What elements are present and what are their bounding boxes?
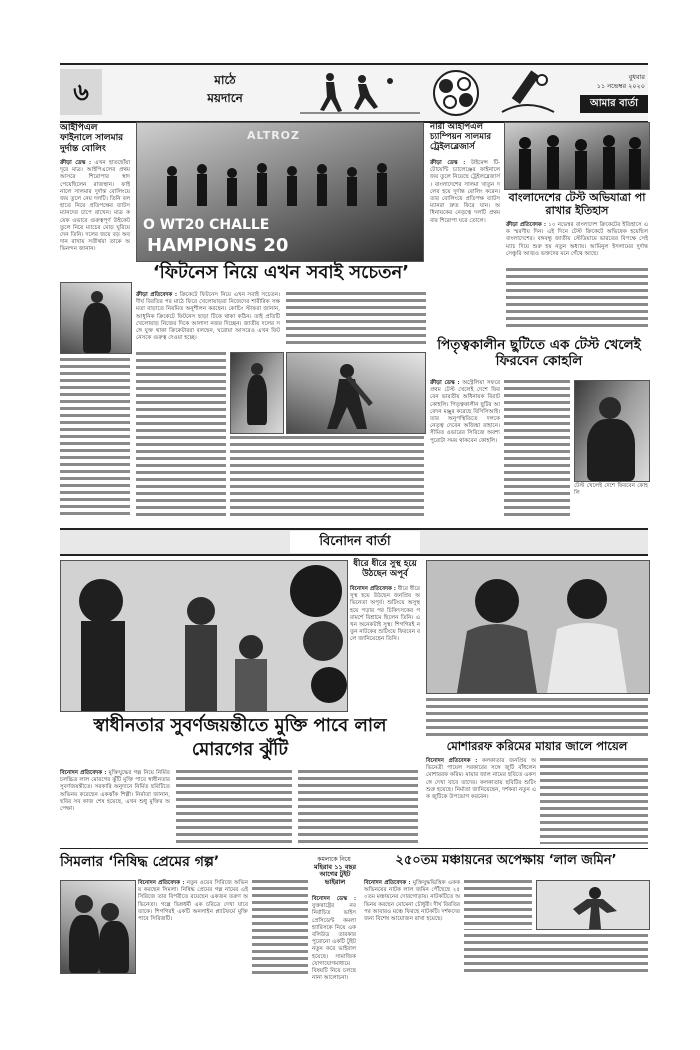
lal-morog-body xyxy=(60,770,170,844)
photo-banner-line2: HAMPIONS 20 xyxy=(147,235,289,256)
issue-date xyxy=(570,73,645,91)
kohli-caption: টেস্ট খেলেই দেশে ফিরবেন কোহলি xyxy=(574,483,648,497)
cricket-bat-icon xyxy=(492,68,562,118)
mid-headline: মহিরাব ১১ বছর আগের টুইট ভাইরাল xyxy=(313,863,357,886)
kohli-body xyxy=(430,380,500,516)
bd-test-body-text: ১০ নভেম্বর বাংলাদেশ ক্রিকেটের ইতিহাসে এক স্মরণীয় দিন। এই দিনে টেস্ট ক্রিকেটে অভিষেক হয়েছিল বাংলাদেশের। বঙ্গবন্ধু জাতীয় স্টেডিয়ামে ভারতের বিপক্ষে সেই ম্যাচ দিয়ে শুরু হয় নতুন অধ্যায়। আমিনুল ইসলামের দুর্দান্ত সেঞ্চুরি আজও ভক্তদের মনে গেঁথে আছে। xyxy=(506,222,649,257)
kohli-body-text: অস্ট্রেলিয়া সফরে প্রথম টেস্ট খেলেই দেশে ফিরবেন ভারতীয় অধিনায়ক বিরাট কোহলি। পিতৃত্বকালীন ছুটির আবেদন মঞ্জুর করেছে বিসিসিআই। তার অনুপস্থিতিতে দলকে নেতৃত্ব দেবেন অজিঙ্কা রাহানে। সীমিত ওভারের সিরিজে অবশ্য পুরোটা সময় থাকবেন কোহলি। xyxy=(430,380,501,444)
kohli-credit: ক্রীড়া ডেস্ক : xyxy=(430,380,460,386)
mosharraf-headline: মোশাররফ করিমের মায়ার জালে পায়েল xyxy=(446,739,628,753)
lal-morog-headline: স্বাধীনতার সুবর্ণজয়ন্তীতে মুক্তি পাবে লাল মোরগের ঝুঁটি xyxy=(93,715,387,760)
lal-morog-photo xyxy=(60,560,348,712)
entertainment-band xyxy=(60,528,648,556)
bd-test-headline: বাংলাদেশের টেস্ট অভিযাত্রা পা রাখার ইতিহাস xyxy=(508,191,646,217)
champions-photo xyxy=(136,122,424,262)
mosharraf-body xyxy=(426,758,536,844)
issue-date-text: ১১ নভেম্বর ২০২০ xyxy=(596,82,645,90)
bd-test-credit: ক্রীড়া প্রতিবেদক : xyxy=(506,222,547,228)
masthead xyxy=(60,63,648,123)
lal-zamin-body-lower xyxy=(464,934,648,976)
simla-headline: সিমলার ‘নিষিদ্ধ প্রেমের গল্প’ xyxy=(60,854,220,870)
mid-credit: বিনোদন ডেস্ক : xyxy=(312,896,356,902)
photo-sponsor: ALTROZ xyxy=(247,129,301,142)
women-ipl-body xyxy=(430,160,500,330)
col1-credit: ক্রীড়া ডেস্ক : xyxy=(60,160,92,166)
fitness-body-col2 xyxy=(286,292,426,348)
apurba-body-text: ধীরে ধীরে সুস্থ হয়ে উঠছেন জনপ্রিয় অভিনেতা অপূর্ব। শুটিংয়ে অসুস্থ হয়ে পড়ার পর চিকিৎসকের পরামর্শে বিশ্রামে ছিলেন তিনি। এখন অনেকটাই সুস্থ। শিগগিরই নতুন নাটকের শুটিংয়ে ফিরবেন বলে জানিয়েছেন তিনি। xyxy=(350,586,420,643)
simla-body-text: নতুন ওয়েব সিরিজে অভিনয় করছেন সিমলা। নিষিদ্ধ প্রেমের গল্প নামের এই সিরিজে তার বিপরীতে রয়েছেন একজন তরুণ অভিনেতা। গল্পে ভিন্নধর্মী এক চরিত্রে দেখা যাবে তাকে। শিগগিরই একটি অনলাইন প্ল্যাটফর্মে মুক্তি পাবে সিরিজটি। xyxy=(138,880,249,923)
simla-body xyxy=(138,880,248,976)
bd-test-body xyxy=(506,222,648,266)
fitness-credit: ক্রীড়া প্রতিবেদক : xyxy=(136,292,178,298)
batsman-photo-2 xyxy=(286,352,426,434)
apurba-headline: ধীরে ধীরে সুস্থ হয়ে উঠছেন অপূর্ব xyxy=(353,559,417,579)
mosharraf-credit: বিনোদন প্রতিবেদক : xyxy=(426,758,478,764)
apurba-body xyxy=(350,586,420,766)
sports-balls-icon xyxy=(426,68,486,118)
col1-headline: আইপিএল ফাইনালে সালমার দুর্দান্ত বোলিং xyxy=(60,123,124,154)
apurba-credit: বিনোদন প্রতিবেদক : xyxy=(350,586,396,592)
mid-body xyxy=(312,896,356,982)
fitness-body-col1-lower xyxy=(136,352,226,516)
mosharraf-body-col2 xyxy=(540,758,648,844)
section-title-line2: ময়দানে xyxy=(207,91,243,105)
col1-player-photo xyxy=(60,282,132,354)
col1-body-text: এখন হাতছোঁয়া দূরে মাত্র। আইপিএলের প্রথম আসরে শিরোপার স্বাদ পেয়েছিলেন রাজস্থান। ফাইনালে সালমার দুর্দান্ত বোলিংয়ে জয় তুলে নেয় দলটি। তিনি বল হাতে নিয়ে প্রতিপক্ষের ব্যাটসম্যানদের চাপে রাখেন। মাত্র কয়েক ওভারে গুরুত্বপূর্ণ উইকেট তুলে নিয়ে ম্যাচের মোড় ঘুরিয়ে দেন তিনি। দলের জয়ে বড় অবদান রাখায় সতীর্থরা তাকে অভিনন্দন জানান। xyxy=(60,160,130,253)
col1-body xyxy=(60,160,130,280)
fitness-body-lower xyxy=(230,436,424,516)
section-divider xyxy=(60,848,648,849)
simla-credit: বিনোদন প্রতিবেদক : xyxy=(138,880,185,886)
women-ipl-headline: নারী আইপিএল চ্যাম্পিয়ন সালমার ট্রেইলব্লেজার্স xyxy=(430,122,492,152)
simla-body-col2 xyxy=(252,880,308,976)
col1-lower-text xyxy=(60,358,130,516)
mosharraf-body-text: কলকাতার জনপ্রিয় অভিনেত্রী পায়েল সরকারের সঙ্গে জুটি বাঁধলেন মোশাররফ করিম। মায়ার জাল নামের ছবিতে একসঙ্গে দেখা যাবে তাদের। কলকাতায় ছবিটির শুটিং শুরু হয়েছে। নির্মাতা জানিয়েছেন, দর্শকরা নতুন এক জুটিকে উপভোগ করবেন। xyxy=(426,758,536,801)
mosharraf-body-upper xyxy=(426,698,648,736)
photo-banner-line1: O WT20 CHALLE xyxy=(143,217,270,233)
entertainment-band-title: বিনোদন বার্তা xyxy=(290,531,420,553)
lal-zamin-body xyxy=(364,880,460,976)
lal-morog-body-text: মুক্তিযুদ্ধের গল্প নিয়ে নির্মিত চলচ্চিত্র লাল মোরগের ঝুঁটি মুক্তি পাবে স্বাধীনতার সুবর্ণজয়ন্তীতে। সরকারি অনুদানে নির্মিত ছবিটিতে অভিনয় করেছেন একঝাঁক শিল্পী। নির্মাতা জানান, ছবির সব কাজ শেষ হয়েছে, এখন শুধু মুক্তির অপেক্ষা। xyxy=(60,770,170,813)
kohli-body-col2 xyxy=(504,380,570,516)
section-title-line1: মাঠে xyxy=(214,73,236,87)
batsman-photo-1 xyxy=(230,352,284,434)
lal-zamin-headline: ২৫০তম মঞ্চায়নের অপেক্ষায় ‘লাল জমিন’ xyxy=(395,853,617,868)
fitness-body xyxy=(136,292,280,348)
cricket-batsman-icon xyxy=(300,69,420,117)
lal-morog-body-col2 xyxy=(176,770,292,844)
simla-photo xyxy=(60,880,136,974)
kohli-photo xyxy=(574,380,650,482)
paper-name: আমার বার্তা xyxy=(580,95,648,113)
page-number: ৬ xyxy=(60,69,102,115)
lal-zamin-credit: বিনোদন প্রতিবেদক : xyxy=(364,880,411,886)
mid-body-text: যুক্তরাষ্ট্রের নবনির্বাচিত ভাইস প্রেসিডেন্ট কমলা হ্যারিসকে নিয়ে এক বলিউড তারকার পুরোনো একটি টুইট নতুন করে ভাইরাল হয়েছে। সামাজিক যোগাযোগমাধ্যমে বিষয়টি নিয়ে চলছে নানা আলোচনা। xyxy=(312,903,356,982)
issue-day: বুধবার xyxy=(628,73,645,81)
mosharraf-payel-photo xyxy=(426,560,650,694)
section-title xyxy=(180,71,270,107)
lal-zamin-photo xyxy=(536,880,650,930)
fitness-headline: ‘ফিটনেস নিয়ে এখন সবাই সচেতন’ xyxy=(152,262,410,283)
kohli-headline: পিতৃত্বকালীন ছুটিতে এক টেস্ট খেলেই ফিরবেন কোহলি xyxy=(437,337,641,369)
test-team-photo xyxy=(504,122,650,190)
women-ipl-credit: ক্রীড়া ডেস্ক : xyxy=(430,160,466,166)
fitness-body-text: ক্রিকেটে ফিটনেস নিয়ে এখন সবাই সচেতন। দীর্ঘ বিরতির পর মাঠে ফিরে খেলোয়াড়রা নিজেদের শারীরিক সক্ষমতা বাড়াতে নিয়মিত অনুশীলন করছেন। কোচিং স্টাফরা জানান, আধুনিক ক্রিকেটে ফিটনেস ছাড়া টিকে থাকা কঠিন। তাই প্রতিটি খেলোয়াড় নিজের দিকে আলাদা নজর দিচ্ছেন। জাতীয় দলের সঙ্গে যুক্ত থাকা ক্রিকেটাররা বলছেন, ঘরোয়া আসরেও এখন ফিটনেসকে গুরুত্ব দেওয়া হচ্ছে। xyxy=(136,292,281,342)
mid-kicker: কমলাকে নিয়ে xyxy=(317,856,351,863)
women-ipl-body-text: উইমেন্স টি-টোয়েন্টি চ্যালেঞ্জের ফাইনালে জয় তুলে নিয়েছে ট্রেইলব্লেজার্স। বাংলাদেশের সালমা খাতুন দলের হয়ে দুর্দান্ত বোলিং করেন। তার বোলিংয়ে প্রতিপক্ষ ব্যাটসম্যানরা দ্রুত ফিরে যান। অধিনায়কের নেতৃত্বে দলটি প্রথমবার শিরোপা ঘরে তোলে। xyxy=(430,160,501,224)
bd-test-body-lower xyxy=(506,268,648,328)
lal-zamin-body-text: মুক্তিযুদ্ধভিত্তিক একক অভিনয়ের নাটক লাল জমিন পৌঁছেছে ২৫০তম মঞ্চায়নের দোরগোড়ায়। নাটকটিতে অভিনয় করছেন মোমেনা চৌধুরী। দীর্ঘ বিরতির পর আবারও মঞ্চে ফিরছে নাটকটি। দর্শকদের জন্য বিশেষ আয়োজন রাখা হয়েছে। xyxy=(364,880,461,923)
lal-zamin-body-col2 xyxy=(464,880,532,930)
lal-morog-credit: বিনোদন প্রতিবেদক : xyxy=(60,770,107,776)
lal-morog-body-col3 xyxy=(298,770,418,844)
